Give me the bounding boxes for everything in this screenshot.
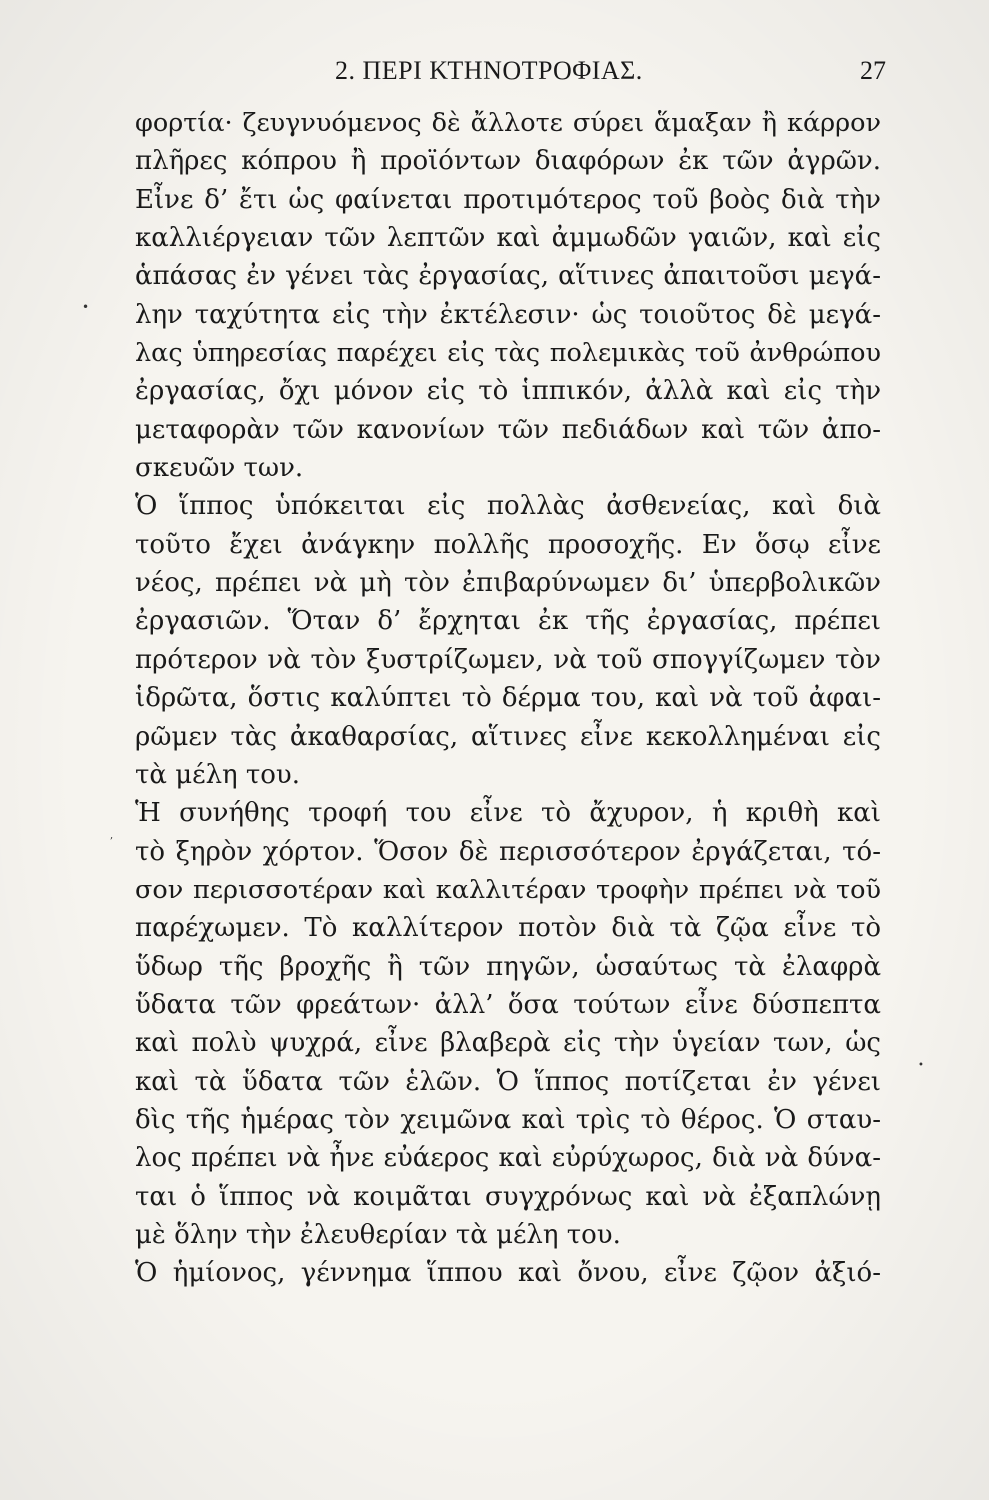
margin-speck: , (110, 830, 114, 841)
text-line: πρότερον νὰ τὸν ξυστρίζωμεν, νὰ τοῦ σπογγίζωμεν τὸν (135, 644, 881, 675)
margin-speck: • (918, 1060, 924, 1071)
text-line: καλλιέργειαν τῶν λεπτῶν καὶ ἀμμωδῶν γαιῶν, καὶ εἰς (135, 223, 881, 254)
text-line: ἐργασιῶν. Ὅταν δ’ ἔρχηται ἐκ τῆς ἐργασίας, πρέπει (135, 606, 881, 637)
text-line: Ὁ ἡμίονος, γέννημα ἵππου καὶ ὄνου, εἶνε ζῷον ἀξιό- (135, 1258, 881, 1289)
text-line: ἱδρῶτα, ὅστις καλύπτει τὸ δέρμα του, καὶ νὰ τοῦ ἀφαι- (135, 683, 881, 714)
text-line: ται ὁ ἵππος νὰ κοιμᾶται συγχρόνως καὶ νὰ ἐξαπλώνῃ (135, 1181, 881, 1212)
text-line: ρῶμεν τὰς ἀκαθαρσίας, αἵτινες εἶνε κεκολλημέναι εἰς (135, 721, 881, 752)
text-line: καὶ τὰ ὕδατα τῶν ἑλῶν. Ὁ ἵππος ποτίζεται ἐν γένει (135, 1066, 881, 1097)
text-line: Εἶνε δ’ ἔτι ὡς φαίνεται προτιμότερος τοῦ βοὸς διὰ τὴν (135, 184, 881, 215)
text-line: ὕδωρ τῆς βροχῆς ἢ τῶν πηγῶν, ὡσαύτως τὰ ἐλαφρὰ (135, 951, 881, 982)
text-line: τοῦτο ἔχει ἀνάγκην πολλῆς προσοχῆς. Εν ὅσῳ εἶνε (135, 529, 881, 560)
text-line: δὶς τῆς ἡμέρας τὸν χειμῶνα καὶ τρὶς τὸ θέρος. Ὁ σταυ- (135, 1104, 881, 1135)
page-number: 27 (860, 56, 886, 85)
chapter-title: 2. ΠΕΡΙ ΚΤΗΝΟΤΡΟΦΙΑΣ. (335, 56, 643, 85)
text-line: καὶ πολὺ ψυχρά, εἶνε βλαβερὰ εἰς τὴν ὑγείαν των, ὡς (135, 1028, 881, 1059)
text-line: τὸ ξηρὸν χόρτον. Ὅσον δὲ περισσότερον ἐργάζεται, τό- (135, 836, 881, 867)
text-line: παρέχωμεν. Τὸ καλλίτερον ποτὸν διὰ τὰ ζῷα εἶνε τὸ (135, 913, 881, 944)
text-line: πλῆρες κόπρου ἢ προϊόντων διαφόρων ἐκ τῶν ἀγρῶν. (135, 146, 881, 177)
text-line: φορτία· ζευγνυόμενος δὲ ἄλλοτε σύρει ἅμαξαν ἢ κάρρον (135, 108, 881, 138)
text-line: Ἡ συνήθης τροφή του εἶνε τὸ ἄχυρον, ἡ κριθὴ καὶ (135, 798, 881, 829)
text-line: νέος, πρέπει νὰ μὴ τὸν ἐπιβαρύνωμεν δι’ ὑπερβολικῶν (135, 568, 881, 599)
text-line: σον περισσοτέραν καὶ καλλιτέραν τροφὴν πρέπει νὰ τοῦ (135, 874, 881, 905)
margin-speck: • (82, 300, 90, 314)
text-line: ἐργασίας, ὄχι μόνον εἰς τὸ ἱππικόν, ἀλλὰ καὶ εἰς τὴν (135, 376, 881, 407)
text-line: σκευῶν των. (135, 453, 304, 484)
text-line: λος πρέπει νὰ ἦνε εὐάερος καὶ εὐρύχωρος, διὰ νὰ δύνα- (135, 1143, 881, 1174)
text-line: λας ὑπηρεσίας παρέχει εἰς τὰς πολεμικὰς τοῦ ἀνθρώπου (135, 338, 881, 369)
body-text (135, 104, 881, 1293)
text-line: τὰ μέλη του. (135, 759, 301, 790)
text-line: λην ταχύτητα εἰς τὴν ἐκτέλεσιν· ὡς τοιοῦτος δὲ μεγά- (135, 299, 881, 330)
text-line: Ὁ ἵππος ὑπόκειται εἰς πολλὰς ἀσθενείας, καὶ διὰ (135, 491, 881, 522)
running-header (135, 56, 886, 92)
text-line: ὕδατα τῶν φρεάτων· ἀλλ’ ὅσα τούτων εἶνε δύσπεπτα (135, 989, 881, 1020)
text-line: μεταφορὰν τῶν κανονίων τῶν πεδιάδων καὶ τῶν ἀπο- (135, 414, 881, 445)
text-line: μὲ ὅλην τὴν ἐλευθερίαν τὰ μέλη του. (135, 1219, 621, 1250)
text-line: ἁπάσας ἐν γένει τὰς ἐργασίας, αἵτινες ἀπαιτοῦσι μεγά- (135, 261, 881, 292)
